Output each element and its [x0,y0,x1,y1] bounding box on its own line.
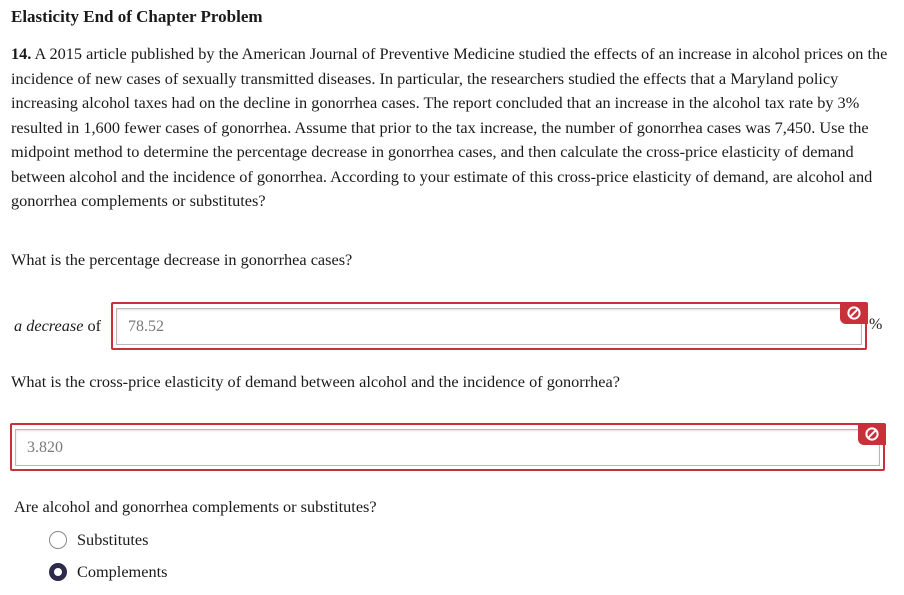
question-3-prompt: Are alcohol and gonorrhea complements or substitutes? [14,497,377,516]
incorrect-icon [858,423,886,445]
answer-1-prefix-italic: a decrease [14,316,84,335]
problem-text: A 2015 article published by the American Journal of Preventive Medicine studied the effects of an increase in alcohol prices on the incidence of new cases of sexually transmitted diseases. In particular, the researchers studied the effects that a Maryland policy increasing alcohol taxes had on the decline in gonorrhea cases. The report concluded that an increase in the alcohol tax rate by 3% resulted in 1,600 fewer cases of gonorrhea. Assume that prior to the tax increase, the number of gonorrhea cases was 7,450. Use the midpoint method to determine the percentage decrease in gonorrhea cases, and then calculate the cross-price elasticity of demand between alcohol and the incidence of gonorrhea. According to your estimate of this cross-price elasticity of demand, are alcohol and gonorrhea complements or substitutes? [11,44,888,210]
incorrect-icon [840,302,868,324]
problem-statement [11,42,889,214]
option-complements[interactable] [49,562,167,582]
option-substitutes-label: Substitutes [77,530,149,549]
cross-price-elasticity-input[interactable]: 3.820 [15,429,880,466]
answer-1-container [111,302,867,350]
answer-1-prefix [14,316,101,336]
percent-unit: % [869,316,883,333]
radio-substitutes[interactable] [49,531,67,549]
answer-1-prefix-rest: of [83,316,102,335]
option-complements-label: Complements [77,562,168,581]
problem-number: 14. [11,44,32,63]
percentage-decrease-input[interactable]: 78.52 [116,308,862,345]
page-title: Elasticity End of Chapter Problem [11,7,263,26]
question-2-prompt: What is the cross-price elasticity of demand between alcohol and the incidence of gonorrhea? [11,372,620,391]
radio-complements[interactable] [49,563,67,581]
question-1-prompt: What is the percentage decrease in gonorrhea cases? [11,250,353,269]
answer-2-container [10,423,885,471]
option-substitutes[interactable] [49,530,148,550]
